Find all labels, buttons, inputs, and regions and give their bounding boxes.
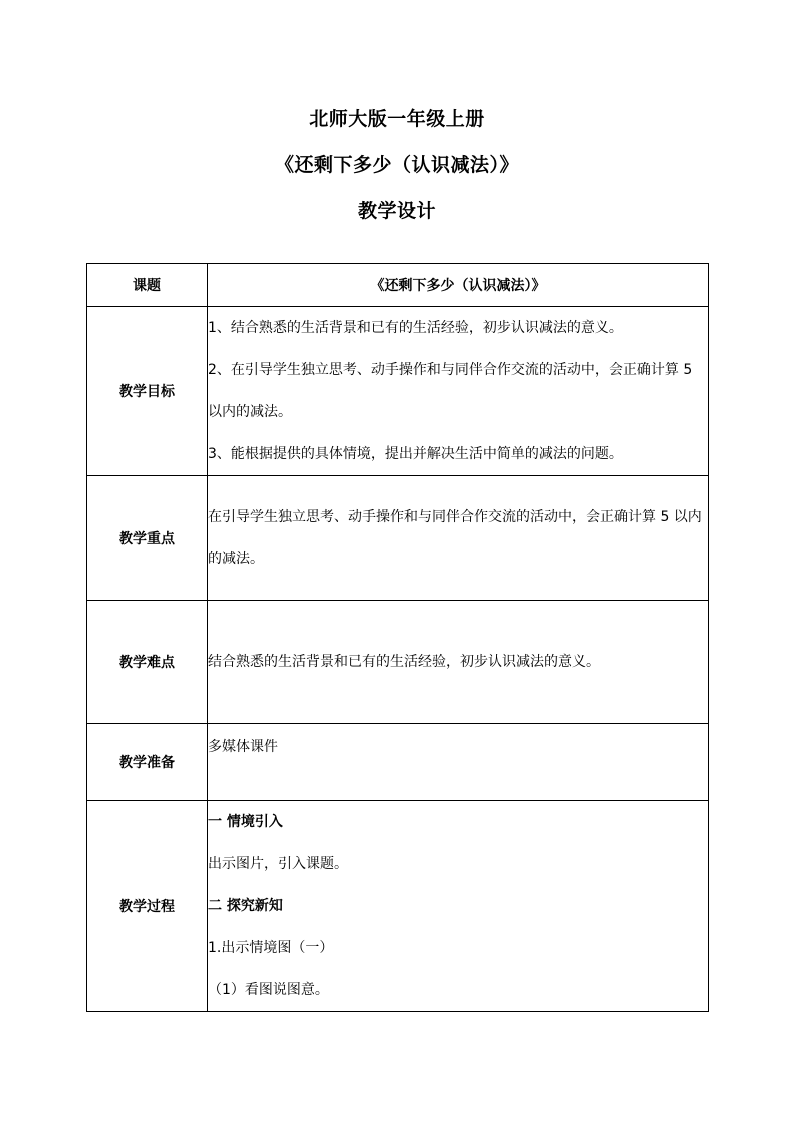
- title-publisher: 北师大版一年级上册: [309, 108, 485, 130]
- table-row-process: [87, 801, 709, 1012]
- process-section-1: 一 情境引入: [208, 814, 283, 830]
- key-points-label: 教学重点: [87, 476, 208, 601]
- process-label: 教学过程: [87, 801, 208, 1012]
- table-row-preparation: [87, 724, 709, 801]
- goal-item-1: 1、结合熟悉的生活背景和已有的生活经验，初步认识减法的意义。: [208, 320, 623, 336]
- title-lesson: 《还剩下多少（认识减法）》: [274, 154, 519, 176]
- topic-value: 《还剩下多少（认识减法）》: [208, 264, 709, 307]
- goal-item-3: 3、能根据提供的具体情境，提出并解决生活中简单的减法的问题。: [208, 446, 623, 462]
- goals-label: 教学目标: [87, 307, 208, 476]
- table-row-difficulties: [87, 601, 709, 724]
- process-step-2: 1.出示情境图（一）: [208, 940, 334, 956]
- preparation-text: 多媒体课件: [208, 724, 709, 801]
- process-step-1: 出示图片，引入课题。: [208, 856, 348, 872]
- difficulties-content: [208, 601, 709, 724]
- process-section-2: 二 探究新知: [208, 898, 283, 914]
- key-points-text: 在引导学生独立思考、动手操作和与同伴合作交流的活动中，会正确计算 5 以内的减法。: [208, 509, 702, 567]
- goal-item-2: 2、在引导学生独立思考、动手操作和与同伴合作交流的活动中，会正确计算 5 以内的减法。: [208, 362, 693, 420]
- process-step-3: （1）看图说图意。: [208, 982, 329, 998]
- document-title: [0, 102, 794, 240]
- table-row-goals: [87, 307, 709, 476]
- key-points-content: [208, 476, 709, 601]
- goals-content: [208, 307, 709, 476]
- table-row-topic: [87, 264, 709, 307]
- table-row-key-points: [87, 476, 709, 601]
- topic-label: 课题: [87, 264, 208, 307]
- preparation-label: 教学准备: [87, 724, 208, 801]
- difficulties-label: 教学难点: [87, 601, 208, 724]
- title-doc-type: 教学设计: [357, 200, 436, 222]
- lesson-plan-table: [86, 263, 709, 1012]
- difficulties-text: 结合熟悉的生活背景和已有的生活经验，初步认识减法的意义。: [208, 654, 600, 670]
- process-content: [208, 801, 709, 1012]
